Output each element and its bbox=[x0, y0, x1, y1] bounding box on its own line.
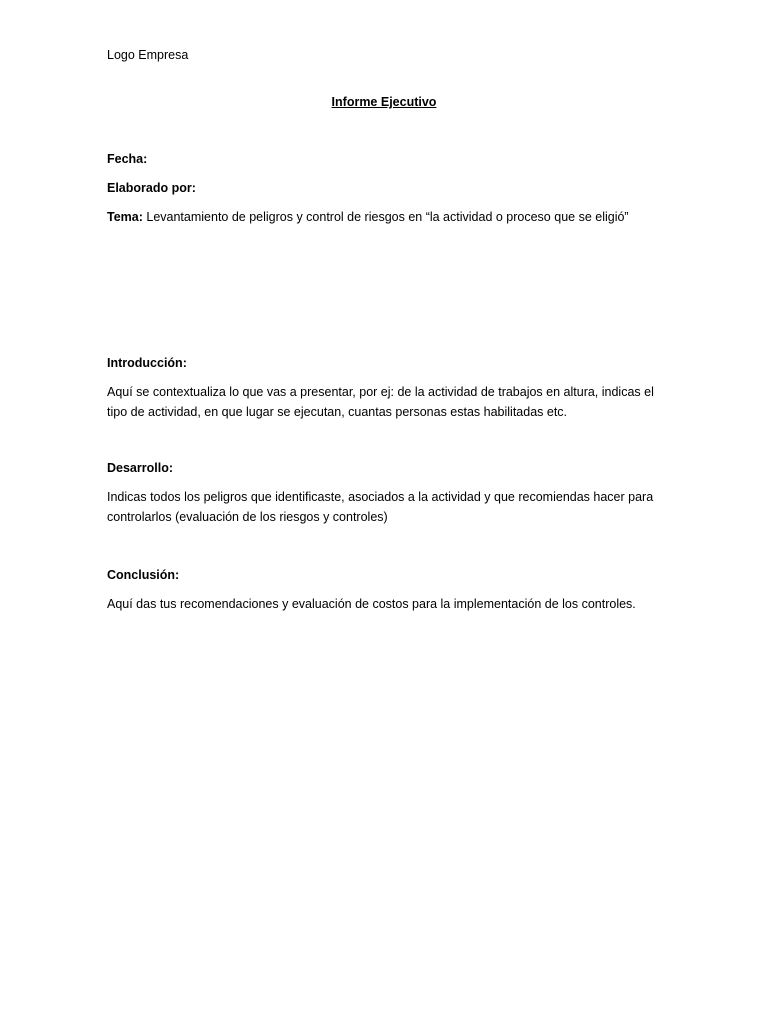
tema-line bbox=[107, 207, 629, 227]
desarrollo-heading: Desarrollo: bbox=[107, 461, 173, 475]
logo-placeholder: Logo Empresa bbox=[107, 48, 189, 62]
introduccion-heading: Introducción: bbox=[107, 356, 187, 370]
fecha-label: Fecha: bbox=[107, 152, 148, 166]
conclusion-heading: Conclusión: bbox=[107, 568, 180, 582]
desarrollo-line-2: controlarlos (evaluación de los riesgos y controles) bbox=[107, 510, 388, 524]
desarrollo-line-1: Indicas todos los peligros que identificaste, asociados a la actividad y que recomiendas hacer para bbox=[107, 490, 654, 504]
elaborado-label: Elaborado por: bbox=[107, 181, 196, 195]
introduccion-line-2: tipo de actividad, en que lugar se ejecutan, cuantas personas estas habilitadas etc. bbox=[107, 405, 568, 419]
document-title: Informe Ejecutivo bbox=[331, 95, 437, 109]
tema-label: Tema: bbox=[107, 210, 143, 224]
introduccion-line-1: Aquí se contextualiza lo que vas a presentar, por ej: de la actividad de trabajos en altura, indicas el bbox=[107, 385, 654, 399]
conclusion-line-1: Aquí das tus recomendaciones y evaluación de costos para la implementación de los controles. bbox=[107, 597, 636, 611]
tema-value: Levantamiento de peligros y control de riesgos en “la actividad o proceso que se eligió” bbox=[142, 210, 629, 224]
